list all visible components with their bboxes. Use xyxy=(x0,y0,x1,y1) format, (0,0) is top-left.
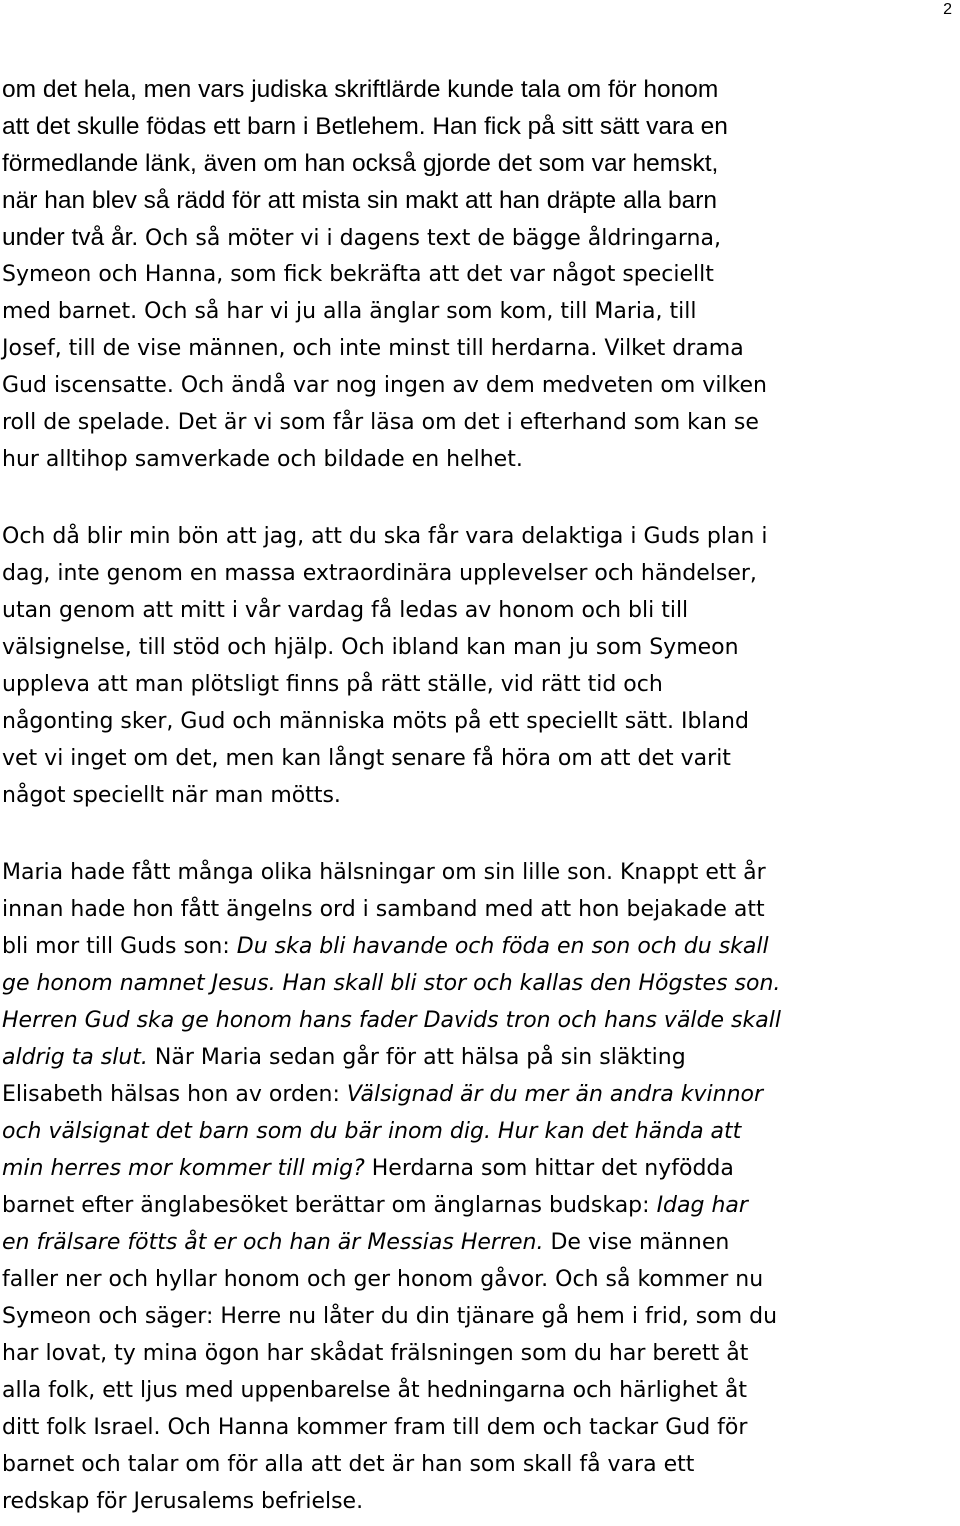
text-segment: innan hade hon fått ängelns ord i samband med att hon bejakade att xyxy=(2,897,765,922)
text-segment: om det hela, men vars judiska skriftlärde kunde tala om för honom xyxy=(2,76,719,103)
text-line xyxy=(2,408,759,438)
text-line xyxy=(2,670,663,700)
text-line xyxy=(2,334,744,364)
text-line xyxy=(2,149,718,179)
text-segment: dag, inte genom en massa extraordinära upplevelser och händelser, xyxy=(2,561,757,586)
text-segment: att det skulle födas ett barn i Betlehem. Han fick på sitt sätt vara en xyxy=(2,113,728,140)
text-line xyxy=(2,75,718,105)
text-segment: De vise männen xyxy=(543,1230,730,1255)
text-line xyxy=(2,1191,748,1221)
text-segment: välsignelse, till stöd och hjälp. Och ibland kan man ju som Symeon xyxy=(2,635,739,660)
text-segment: Elisabeth hälsas hon av orden: xyxy=(2,1082,347,1107)
text-segment: vet vi inget om det, men kan långt senare få höra om att det varit xyxy=(2,746,731,771)
text-line xyxy=(2,1487,363,1517)
text-line xyxy=(2,445,523,475)
italic-quote-segment: en frälsare fötts åt er och han är Messias Herren. xyxy=(2,1230,544,1255)
page-number: 2 xyxy=(943,1,952,18)
text-line xyxy=(2,1376,747,1406)
text-segment: ditt folk Israel. Och Hanna kommer fram till dem och tackar Gud för xyxy=(2,1415,748,1440)
text-line xyxy=(2,1302,777,1332)
text-line xyxy=(2,112,728,142)
text-segment: hur alltihop samverkade och bildade en helhet. xyxy=(2,447,523,472)
text-segment: Gud iscensatte. Och ändå var nog ingen av dem medveten om vilken xyxy=(2,373,767,398)
text-line xyxy=(2,1228,729,1258)
text-segment: roll de spelade. Det är vi som får läsa om det i efterhand som kan se xyxy=(2,410,759,435)
text-segment: Och så möter vi i dagens text de bägge åldringarna, xyxy=(145,226,721,251)
text-segment: något speciellt när man mötts. xyxy=(2,783,341,808)
italic-quote-segment: Herren Gud ska ge honom hans fader Davids tron och hans välde skall xyxy=(2,1008,781,1033)
text-line xyxy=(2,1339,748,1369)
text-segment: med barnet. Och så har vi ju alla änglar som kom, till Maria, till xyxy=(2,299,697,324)
text-line xyxy=(2,932,769,962)
text-line xyxy=(2,781,341,811)
text-segment: Symeon och säger: Herre nu låter du din tjänare gå hem i frid, som du xyxy=(2,1304,778,1329)
text-line xyxy=(2,1043,686,1073)
italic-quote-segment: och välsignat det barn som du bär inom dig. Hur kan det hända att xyxy=(2,1119,742,1144)
italic-quote-segment: Du ska bli havande och föda en son och du skall xyxy=(236,934,769,959)
text-line xyxy=(2,522,767,552)
text-line xyxy=(2,1117,741,1147)
text-segment: faller ner och hyllar honom och ger honom gåvor. Och så kommer nu xyxy=(2,1267,764,1292)
text-segment: Herdarna som hittar det nyfödda xyxy=(364,1156,734,1181)
text-segment: uppleva att man plötsligt finns på rätt ställe, vid rätt tid och xyxy=(2,672,663,697)
text-line xyxy=(2,371,767,401)
text-segment: någonting sker, Gud och människa möts på ett speciellt sätt. Ibland xyxy=(2,709,749,734)
text-line xyxy=(2,858,766,888)
text-line xyxy=(2,744,731,774)
text-segment: bli mor till Guds son: xyxy=(2,934,237,959)
italic-quote-segment: Idag har xyxy=(656,1193,748,1218)
text-line xyxy=(2,633,739,663)
text-segment: förmedlande länk, även om han också gjorde det som var hemskt, xyxy=(2,150,719,177)
text-line xyxy=(2,186,717,216)
text-line xyxy=(2,1006,781,1036)
text-line xyxy=(2,1450,694,1480)
text-line xyxy=(2,596,688,626)
text-segment: barnet efter änglabesöket berättar om änglarnas budskap: xyxy=(2,1193,657,1218)
italic-quote-segment: aldrig ta slut. xyxy=(2,1045,148,1070)
text-line xyxy=(2,895,765,925)
text-segment: under två år. xyxy=(2,224,146,251)
italic-quote-segment: min herres mor kommer till mig? xyxy=(2,1156,365,1181)
text-segment: när han blev så rädd för att mista sin makt att han dräpte alla barn xyxy=(2,187,717,214)
text-line xyxy=(2,1413,747,1443)
text-segment: alla folk, ett ljus med uppenbarelse åt hedningarna och härlighet åt xyxy=(2,1378,747,1403)
text-line xyxy=(2,1080,763,1110)
italic-quote-segment: Välsignad är du mer än andra kvinnor xyxy=(346,1082,764,1107)
italic-quote-segment: ge honom namnet Jesus. Han skall bli stor och kallas den Högstes son. xyxy=(2,971,781,996)
text-segment: Josef, till de vise männen, och inte minst till herdarna. Vilket drama xyxy=(2,336,744,361)
text-line xyxy=(2,707,749,737)
text-line xyxy=(2,1154,734,1184)
text-line xyxy=(2,297,696,327)
text-line xyxy=(2,969,780,999)
text-segment: utan genom att mitt i vår vardag få ledas av honom och bli till xyxy=(2,598,689,623)
text-segment: barnet och talar om för alla att det är han som skall få vara ett xyxy=(2,1452,695,1477)
text-segment: Maria hade fått många olika hälsningar om sin lille son. Knappt ett år xyxy=(2,860,766,885)
text-segment: När Maria sedan går för att hälsa på sin släkting xyxy=(147,1045,686,1070)
text-segment: Symeon och Hanna, som fick bekräfta att det var något speciellt xyxy=(2,262,714,287)
text-line xyxy=(2,559,757,589)
text-line xyxy=(2,260,714,290)
text-segment: har lovat, ty mina ögon har skådat frälsningen som du har berett åt xyxy=(2,1341,749,1366)
text-segment: Och då blir min bön att jag, att du ska får vara delaktiga i Guds plan i xyxy=(2,524,768,549)
text-line xyxy=(2,223,721,254)
text-line xyxy=(2,1265,763,1295)
text-segment: redskap för Jerusalems befrielse. xyxy=(2,1489,364,1514)
